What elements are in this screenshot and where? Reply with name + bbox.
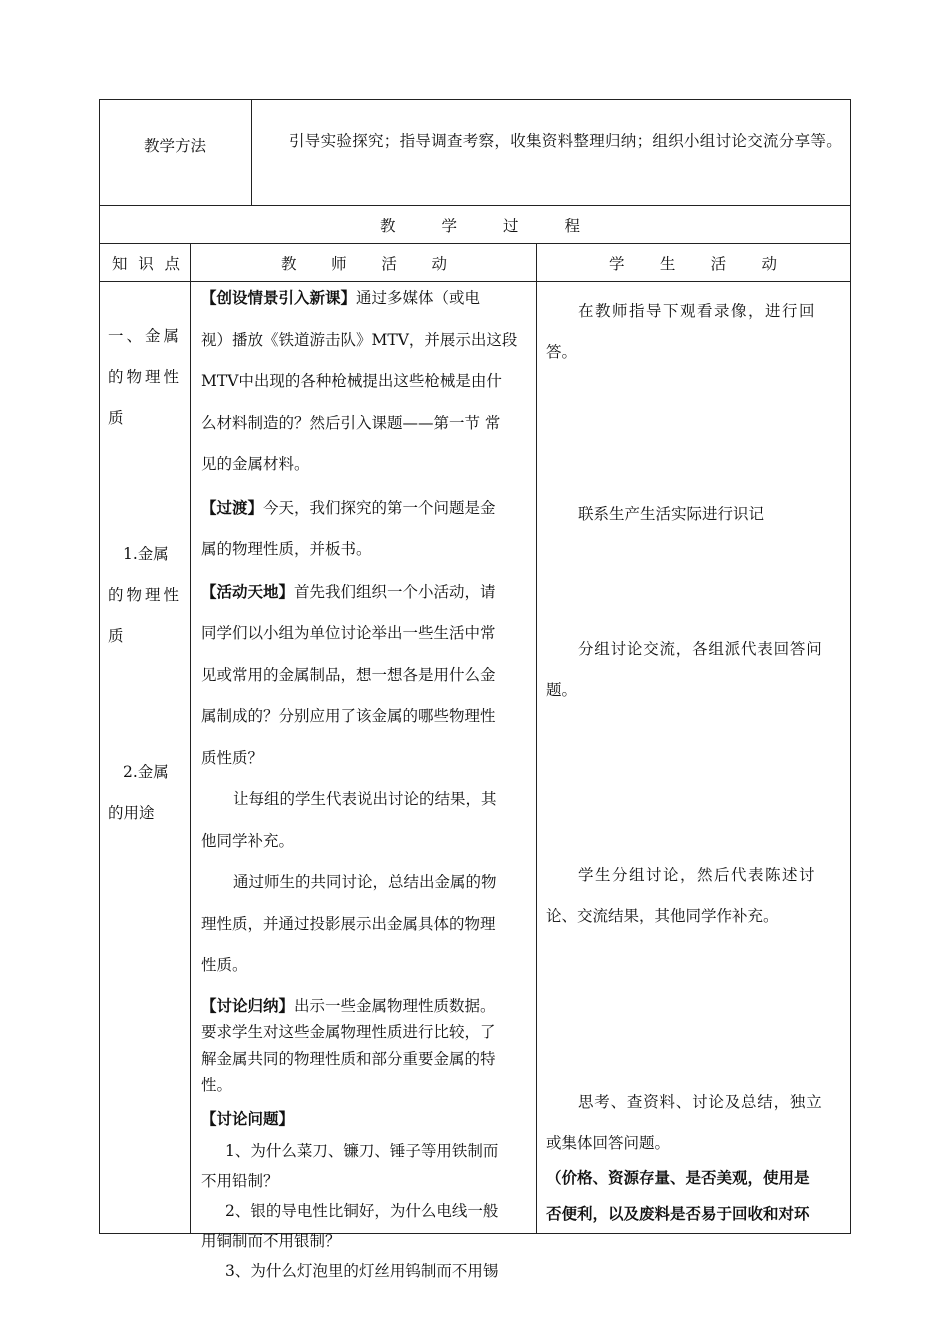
row-divider [99, 205, 851, 206]
header-char: 活 [710, 255, 727, 273]
process-title-char: 程 [564, 217, 580, 235]
header-char: 教 [281, 255, 297, 273]
line: 否便利，以及废料是否易于回收和对环 [546, 1204, 810, 1223]
line: 见或常用的金属制品，想一想各是用什么金 [201, 665, 496, 684]
line: 理性质，并通过投影展示出金属具体的物理 [201, 914, 496, 933]
kp-line: 2.金属 [123, 763, 169, 781]
header-char: 活 [381, 255, 397, 273]
teacher-p5 [201, 862, 531, 987]
line: 思考、查资料、讨论及总结，独立 [578, 1093, 823, 1111]
line: 出示一些金属物理性质数据。 [294, 996, 496, 1015]
student-activity-6 [546, 1160, 846, 1232]
line: 分组讨论交流，各组派代表回答问 [578, 640, 823, 658]
line: 答。 [546, 343, 578, 361]
header-char: 学 [609, 255, 625, 273]
header-char: 动 [761, 255, 777, 273]
header-char: 动 [431, 255, 447, 273]
process-title-char: 教 [380, 217, 396, 235]
tag-questions: 【讨论问题】 [201, 1108, 295, 1128]
line: 要求学生对这些金属物理性质进行比较，了 [201, 1023, 496, 1041]
method-content-text: 引导实验探究；指导调查考察，收集资料整理归纳；组织小组讨论交流分享等。 [289, 132, 843, 150]
tag-summary: 【讨论归纳】 [201, 995, 295, 1015]
line: 2、银的导电性比铜好，为什么电线一般 [225, 1202, 499, 1220]
header-char: 生 [659, 255, 676, 273]
kp-line: 的物理性 [108, 586, 183, 604]
col-divider [190, 243, 191, 1234]
knowledge-point-1 [108, 316, 186, 439]
teacher-p2 [201, 487, 531, 571]
header-knowledge [112, 245, 180, 281]
teacher-p6 [201, 993, 531, 1099]
line: 在教师指导下观看录像，进行回 [578, 302, 817, 320]
kp-line: 1.金属 [123, 545, 169, 563]
line: 论、交流结果，其他同学作补充。 [546, 907, 779, 925]
student-activity-3 [546, 629, 846, 711]
process-title-char: 学 [441, 217, 457, 235]
kp-line: 质 [108, 627, 124, 645]
line: 3、为什么灯泡里的灯丝用钨制而不用锡 [225, 1262, 499, 1280]
question-1 [201, 1136, 531, 1196]
header-char: 知 [112, 255, 128, 273]
kp-line: 的用途 [108, 804, 155, 822]
kp-line: 质 [108, 409, 124, 427]
line: 学生分组讨论，然后代表陈述讨 [578, 866, 817, 884]
line: 么材料制造的？然后引入课题——第一节 常 [201, 413, 501, 432]
teacher-activities [201, 277, 531, 1286]
line: （价格、资源存量、是否美观，使用是 [546, 1168, 810, 1187]
teacher-p3 [201, 571, 531, 780]
line: 通过多媒体（或电 [356, 289, 481, 307]
line: 解金属共同的物理性质和部分重要金属的特 [201, 1049, 496, 1068]
question-2 [201, 1196, 531, 1256]
student-activity-5 [546, 1082, 846, 1164]
tag-activity: 【活动天地】 [201, 581, 295, 601]
teacher-p7 [201, 1106, 531, 1133]
line: 今天，我们探究的第一个问题是金 [263, 498, 496, 517]
line: 同学们以小组为单位讨论举出一些生活中常 [201, 624, 496, 642]
line: 性质。 [201, 956, 248, 974]
student-activity-2 [546, 494, 846, 535]
line: 见的金属材料。 [201, 455, 310, 473]
line: 联系生产生活实际进行识记 [578, 505, 765, 523]
col-divider [251, 99, 252, 205]
header-char: 点 [164, 255, 180, 273]
line: 用铜制而不用银制？ [201, 1232, 341, 1250]
teacher-p4 [201, 779, 531, 862]
student-activity-1 [546, 291, 846, 373]
tag-transition: 【过渡】 [201, 497, 264, 517]
header-char: 识 [138, 255, 154, 273]
method-label: 教学方法 [143, 137, 206, 155]
question-3 [201, 1256, 531, 1286]
line: 性。 [201, 1076, 233, 1094]
line: 首先我们组织一个小活动，请 [294, 582, 496, 601]
row-divider [99, 243, 851, 244]
student-activity-4 [546, 855, 846, 937]
line: 属制成的？分别应用了该金属的哪些物理性 [201, 707, 496, 725]
header-student [609, 245, 777, 281]
line: 属的物理性质，并板书。 [201, 540, 372, 558]
line: 让每组的学生代表说出讨论的结果，其 [233, 790, 497, 808]
header-teacher [281, 245, 447, 281]
process-title-char: 过 [502, 217, 519, 235]
line: 质性质？ [201, 748, 264, 767]
method-content [258, 128, 846, 154]
knowledge-point-3 [108, 752, 186, 834]
kp-line: 的物理性 [108, 368, 183, 386]
tag-intro: 【创设情景引入新课】 [201, 288, 357, 307]
knowledge-point-2 [108, 534, 186, 657]
kp-line: 一、金属 [108, 327, 183, 345]
line: 或集体回答问题。 [546, 1134, 671, 1152]
line: 1、为什么菜刀、镰刀、锤子等用铁制而 [225, 1142, 499, 1160]
line: 题。 [546, 681, 578, 699]
line: MTV中出现的各种枪械提出这些枪械是由什 [201, 372, 502, 390]
header-char: 师 [331, 255, 347, 273]
col-divider [536, 243, 537, 1234]
teacher-p1 [201, 277, 531, 486]
line: 不用铅制？ [201, 1172, 279, 1190]
line: 视）播放《铁道游击队》MTV，并展示出这段 [201, 330, 518, 349]
line: 通过师生的共同讨论，总结出金属的物 [233, 873, 497, 891]
process-title [380, 207, 580, 243]
line: 他同学补充。 [201, 831, 295, 850]
